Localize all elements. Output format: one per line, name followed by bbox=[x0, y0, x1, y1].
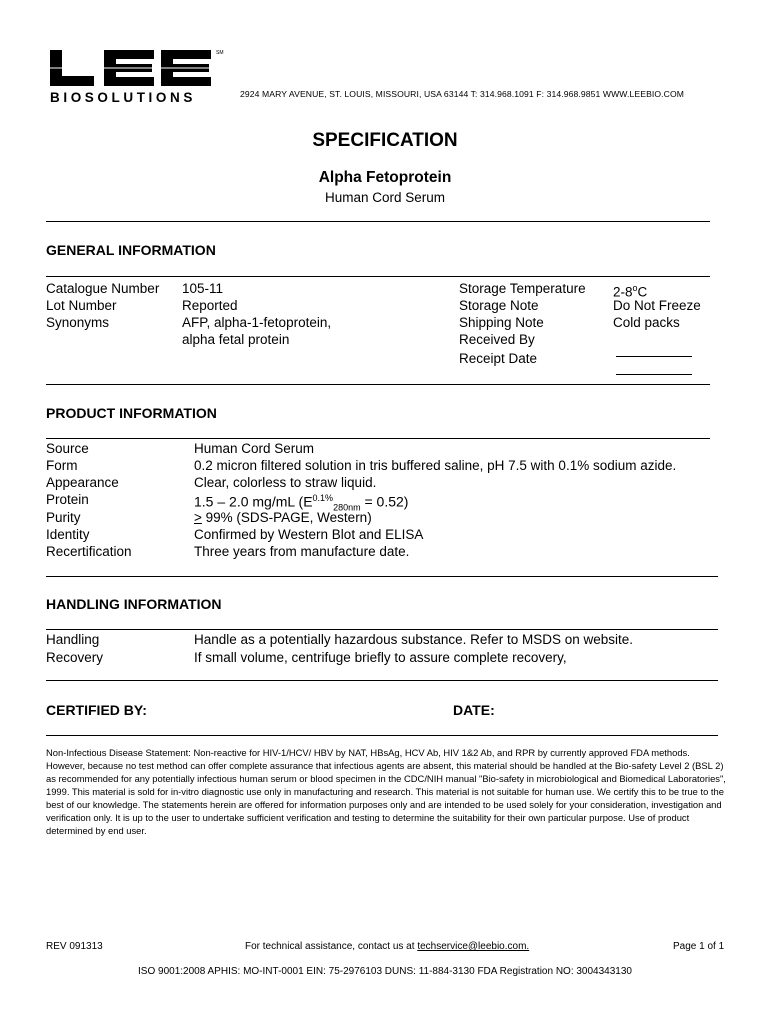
logo-subtext: BIOSOLUTIONS bbox=[50, 90, 196, 105]
appearance-label: Appearance bbox=[46, 475, 119, 490]
disclaimer-statement: Non-Infectious Disease Statement: Non-reactive for HIV-1/HCV/ HBV by NAT, HBsAg, HCV Ab, HIV 1&2 Ab, and RPR by currently approved FDA methods. However, because no test method can offer complete assurance that infectious agents are absent, this material should be handled at the Bio-safety Level 2 (BSL 2) as recommended for any potentially infectious human serum or blood specimen in the CDC/NIH manual "Bio-safety in microbiological and Biomedical Laboratories", 1999. This material is sold for in-vitro diagnostic use only in manufacturing and research. This material is not suitable for human use. We certify this to be true to the best of our knowledge. The statements herein are offered for information purposes only and are intended to be used solely for your consideration, investigation and verification only. It is up to the user to undertake sufficient verification and testing to determine the suitability for their own particular purpose. Use of product determined by end user. bbox=[46, 747, 726, 836]
recovery-value: If small volume, centrifuge briefly to assure complete recovery, bbox=[194, 650, 567, 665]
purity-label: Purity bbox=[46, 510, 81, 525]
form-label: Form bbox=[46, 458, 78, 473]
synonyms-value-line1: AFP, alpha-1-fetoprotein, bbox=[182, 315, 332, 330]
document-title: SPECIFICATION bbox=[312, 130, 458, 151]
lot-number-value: Reported bbox=[182, 298, 238, 313]
product-info-heading: PRODUCT INFORMATION bbox=[46, 405, 217, 421]
recertification-label: Recertification bbox=[46, 544, 132, 559]
divider bbox=[46, 735, 718, 736]
storage-note-label: Storage Note bbox=[459, 298, 539, 313]
catalogue-number-value: 105-11 bbox=[182, 281, 224, 296]
company-logo bbox=[48, 48, 213, 106]
identity-value: Confirmed by Western Blot and ELISA bbox=[194, 527, 424, 542]
storage-note-value: Do Not Freeze bbox=[613, 298, 701, 313]
product-name: Alpha Fetoprotein bbox=[318, 169, 452, 186]
source-value: Human Cord Serum bbox=[194, 441, 315, 456]
date-label: DATE: bbox=[453, 702, 495, 718]
divider bbox=[46, 221, 710, 222]
received-by-field[interactable] bbox=[616, 344, 692, 362]
page-number: Page 1 of 1 bbox=[673, 941, 725, 952]
purity-value: > 99% (SDS-PAGE, Western) bbox=[194, 510, 372, 525]
storage-temperature-label: Storage Temperature bbox=[459, 281, 586, 296]
receipt-date-field[interactable] bbox=[616, 362, 692, 380]
revision-number: REV 091313 bbox=[46, 941, 103, 952]
shipping-note-value: Cold packs bbox=[613, 315, 680, 330]
shipping-note-label: Shipping Note bbox=[459, 315, 544, 330]
identity-label: Identity bbox=[46, 527, 90, 542]
divider bbox=[46, 576, 718, 577]
certified-by-label: CERTIFIED BY: bbox=[46, 702, 147, 718]
recovery-label: Recovery bbox=[46, 650, 104, 665]
divider bbox=[46, 276, 710, 277]
source-label: Source bbox=[46, 441, 89, 456]
received-by-label: Received By bbox=[459, 332, 535, 347]
divider bbox=[46, 680, 718, 681]
technical-assistance: For technical assistance, contact us at techservice@leebio.com. bbox=[245, 941, 530, 952]
trademark-mark: SM bbox=[216, 50, 224, 56]
storage-temperature-value: 2-8$^o$C bbox=[613, 283, 648, 300]
protein-label: Protein bbox=[46, 492, 89, 507]
catalogue-number-label: Catalogue Number bbox=[46, 281, 160, 296]
synonyms-label: Synonyms bbox=[46, 315, 110, 330]
registration-info: ISO 9001:2008 APHIS: MO-INT-0001 EIN: 75-2976103 DUNS: 11-884-3130 FDA Registration NO: 3004343130 bbox=[138, 966, 632, 977]
appearance-value: Clear, colorless to straw liquid. bbox=[194, 475, 377, 490]
handling-value: Handle as a potentially hazardous substance. Refer to MSDS on website. bbox=[194, 632, 633, 647]
handling-info-heading: HANDLING INFORMATION bbox=[46, 596, 222, 612]
receipt-date-label: Receipt Date bbox=[459, 351, 538, 366]
product-source: Human Cord Serum bbox=[324, 190, 446, 205]
divider bbox=[46, 384, 710, 385]
support-email-link[interactable]: techservice@leebio.com. bbox=[417, 941, 530, 952]
form-value: 0.2 micron filtered solution in tris buffered saline, pH 7.5 with 0.1% sodium azide. bbox=[194, 458, 677, 473]
protein-value: 1.5 – 2.0 mg/mL $(E^{0.1\%}_{280nm} = 0.52)$ bbox=[194, 493, 409, 513]
general-info-heading: GENERAL INFORMATION bbox=[46, 242, 216, 258]
handling-label: Handling bbox=[46, 632, 100, 647]
company-address: 2924 MARY AVENUE, ST. LOUIS, MISSOURI, USA 63144 T: 314.968.1091 F: 314.968.9851 WWW.LEEBIO.COM bbox=[240, 89, 685, 99]
divider bbox=[46, 438, 710, 439]
logo-lee-graphic bbox=[48, 48, 213, 88]
lot-number-label: Lot Number bbox=[46, 298, 117, 313]
synonyms-value-line2: alpha fetal protein bbox=[182, 332, 290, 347]
divider bbox=[46, 629, 718, 630]
recertification-value: Three years from manufacture date. bbox=[194, 544, 410, 559]
